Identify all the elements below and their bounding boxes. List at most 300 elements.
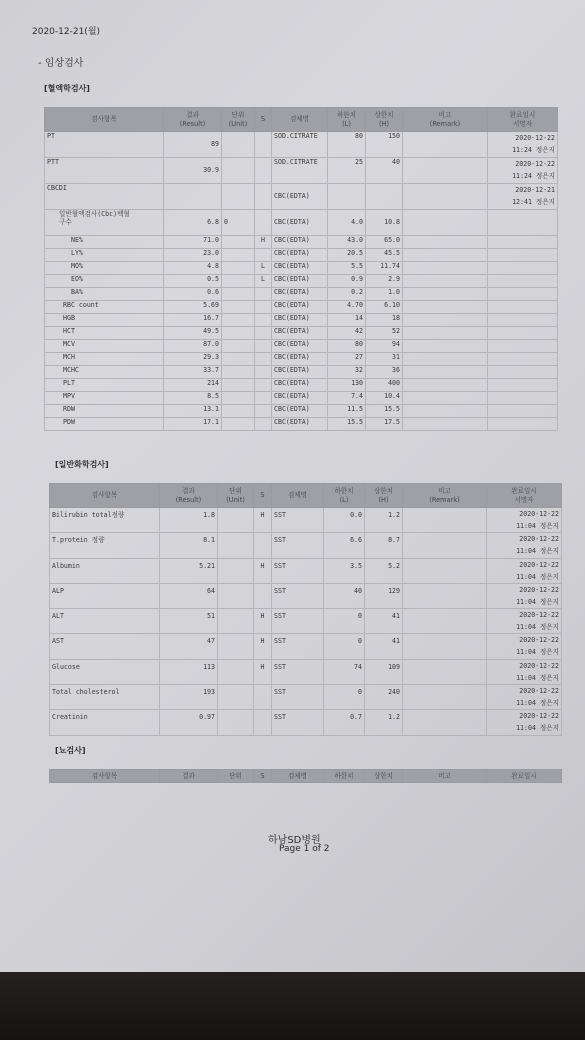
unit-value — [218, 609, 254, 634]
specimen-name: CBC(EDTA) — [272, 184, 328, 210]
completion-signature: 2020-12-22 11:04 정은지 — [487, 583, 562, 608]
column-header: 검체명 — [272, 484, 324, 508]
unit-value — [222, 366, 255, 379]
completion-signature — [488, 210, 558, 236]
remark — [403, 659, 487, 684]
report-date: 2020-12-21(월) — [32, 27, 101, 37]
remark — [403, 340, 488, 353]
result-value: 47 — [160, 634, 218, 659]
result-value: 1.8 — [160, 508, 218, 533]
completion-signature — [488, 418, 558, 431]
lower-limit — [328, 184, 366, 210]
status-flag — [255, 418, 272, 431]
test-item: Bilirubin total정량 — [50, 508, 160, 533]
lower-limit: 32 — [328, 366, 366, 379]
status-flag: H — [254, 508, 272, 533]
table-row — [45, 353, 558, 366]
blood-section-heading: [혈액학검사] — [44, 84, 90, 93]
unit-value — [222, 301, 255, 314]
status-flag — [254, 710, 272, 735]
upper-limit: 240 — [365, 685, 403, 710]
specimen-name: SST — [272, 583, 324, 608]
test-item: ALP — [50, 583, 160, 608]
column-header: 완료일시 — [487, 770, 562, 783]
completion-signature — [488, 301, 558, 314]
status-flag: H — [254, 634, 272, 659]
status-flag — [255, 249, 272, 262]
status-flag — [255, 366, 272, 379]
status-flag — [255, 210, 272, 236]
test-item: Creatinin — [50, 710, 160, 735]
column-header: 비고 (Remark) — [403, 484, 487, 508]
completion-signature: 2020-12-22 11:04 정은지 — [487, 508, 562, 533]
lower-limit: 14 — [328, 314, 366, 327]
result-value: 30.9 — [164, 158, 222, 184]
lower-limit: 80 — [328, 340, 366, 353]
completion-signature — [488, 366, 558, 379]
status-flag — [255, 301, 272, 314]
unit-value — [222, 327, 255, 340]
background-surface — [0, 972, 585, 1040]
completion-signature — [488, 262, 558, 275]
upper-limit — [366, 184, 403, 210]
column-header: 하한치 (L) — [324, 484, 365, 508]
result-value: 64 — [160, 583, 218, 608]
lower-limit: 6.6 — [324, 533, 365, 558]
status-flag — [255, 184, 272, 210]
completion-signature — [488, 249, 558, 262]
completion-signature — [488, 405, 558, 418]
result-value: 29.3 — [164, 353, 222, 366]
unit-value — [218, 583, 254, 608]
unit-value: 0 — [222, 210, 255, 236]
test-item: MCH — [45, 353, 164, 366]
specimen-name: CBC(EDTA) — [272, 314, 328, 327]
table-row — [45, 288, 558, 301]
lower-limit: 25 — [328, 158, 366, 184]
table-row — [50, 558, 562, 583]
specimen-name: CBC(EDTA) — [272, 249, 328, 262]
table-row — [50, 634, 562, 659]
completion-signature — [488, 275, 558, 288]
remark — [403, 533, 487, 558]
upper-limit: 10.4 — [366, 392, 403, 405]
upper-limit: 40 — [366, 158, 403, 184]
completion-signature — [488, 288, 558, 301]
lower-limit: 4.70 — [328, 301, 366, 314]
remark — [403, 609, 487, 634]
completion-signature: 2020-12-21 12:41 정은지 — [488, 184, 558, 210]
completion-signature — [488, 392, 558, 405]
status-flag: H — [254, 558, 272, 583]
unit-value — [222, 184, 255, 210]
column-header: 단위 (Unit) — [218, 484, 254, 508]
unit-value — [218, 508, 254, 533]
table-row — [45, 158, 558, 184]
specimen-name: CBC(EDTA) — [272, 236, 328, 249]
status-flag: H — [254, 659, 272, 684]
unit-value — [218, 533, 254, 558]
chem-section-heading: [일반화학검사] — [55, 460, 109, 469]
status-flag — [255, 405, 272, 418]
unit-value — [222, 353, 255, 366]
test-item: AST — [50, 634, 160, 659]
table-row — [50, 710, 562, 735]
test-item: MCHC — [45, 366, 164, 379]
lower-limit: 130 — [328, 379, 366, 392]
remark — [403, 275, 488, 288]
test-item: PDW — [45, 418, 164, 431]
lower-limit: 3.5 — [324, 558, 365, 583]
status-flag — [255, 314, 272, 327]
column-header: 하한치 (L) — [328, 108, 366, 132]
remark — [403, 236, 488, 249]
remark — [403, 418, 488, 431]
urine-section-heading: [뇨검사] — [55, 746, 86, 755]
remark — [403, 685, 487, 710]
test-item: RBC count — [45, 301, 164, 314]
remark — [403, 314, 488, 327]
column-header: 검사항목 — [45, 108, 164, 132]
upper-limit: 150 — [366, 132, 403, 158]
remark — [403, 405, 488, 418]
hospital-name: 하남SD병원 — [268, 835, 321, 846]
status-flag — [254, 685, 272, 710]
test-item: RDW — [45, 405, 164, 418]
unit-value — [222, 418, 255, 431]
unit-value — [222, 236, 255, 249]
upper-limit: 36 — [366, 366, 403, 379]
lower-limit: 5.5 — [328, 262, 366, 275]
result-value: 0.5 — [164, 275, 222, 288]
result-value: 0.97 — [160, 710, 218, 735]
upper-limit: 1.2 — [365, 508, 403, 533]
table-row — [50, 583, 562, 608]
specimen-name: CBC(EDTA) — [272, 340, 328, 353]
test-item: MPV — [45, 392, 164, 405]
remark — [403, 301, 488, 314]
specimen-name: SST — [272, 634, 324, 659]
chemistry-test-table — [49, 483, 562, 736]
column-header: 상한치 (H) — [365, 484, 403, 508]
lower-limit: 0.9 — [328, 275, 366, 288]
upper-limit: 15.5 — [366, 405, 403, 418]
lower-limit: 42 — [328, 327, 366, 340]
upper-limit: 94 — [366, 340, 403, 353]
result-value: 23.0 — [164, 249, 222, 262]
completion-signature — [488, 379, 558, 392]
unit-value — [218, 685, 254, 710]
upper-limit: 129 — [365, 583, 403, 608]
status-flag: H — [255, 236, 272, 249]
lower-limit: 43.0 — [328, 236, 366, 249]
remark — [403, 158, 488, 184]
column-header: 검체명 — [272, 770, 324, 783]
test-item: NE% — [45, 236, 164, 249]
specimen-name: CBC(EDTA) — [272, 210, 328, 236]
specimen-name: CBC(EDTA) — [272, 301, 328, 314]
test-item: LY% — [45, 249, 164, 262]
result-value: 8.5 — [164, 392, 222, 405]
completion-signature: 2020-12-22 11:04 정은지 — [487, 685, 562, 710]
result-value: 16.7 — [164, 314, 222, 327]
lower-limit: 0.2 — [328, 288, 366, 301]
remark — [403, 262, 488, 275]
specimen-name: SST — [272, 508, 324, 533]
column-header: 상한치 — [365, 770, 403, 783]
result-value: 87.0 — [164, 340, 222, 353]
result-value: 51 — [160, 609, 218, 634]
column-header: 하한치 — [324, 770, 365, 783]
unit-value — [222, 288, 255, 301]
unit-value — [222, 262, 255, 275]
specimen-name: CBC(EDTA) — [272, 379, 328, 392]
lower-limit: 0.0 — [324, 508, 365, 533]
column-header: 완료일시 서명자 — [487, 484, 562, 508]
status-flag — [254, 533, 272, 558]
table-row — [45, 392, 558, 405]
lower-limit: 74 — [324, 659, 365, 684]
remark — [403, 392, 488, 405]
unit-value — [222, 275, 255, 288]
completion-signature: 2020-12-22 11:04 정은지 — [487, 659, 562, 684]
table-row — [45, 418, 558, 431]
test-item: HCT — [45, 327, 164, 340]
remark — [403, 634, 487, 659]
test-item: MO% — [45, 262, 164, 275]
test-item: 일반혈액검사(Cbc)백혈 구수 — [45, 210, 164, 236]
specimen-name: SST — [272, 533, 324, 558]
result-value: 33.7 — [164, 366, 222, 379]
specimen-name: CBC(EDTA) — [272, 262, 328, 275]
completion-signature: 2020-12-22 11:04 정은지 — [487, 609, 562, 634]
table-row — [45, 301, 558, 314]
upper-limit: 31 — [366, 353, 403, 366]
column-header: 검사항목 — [50, 770, 160, 783]
table-header-row — [45, 108, 558, 132]
status-flag — [255, 288, 272, 301]
lower-limit: 0 — [324, 634, 365, 659]
blood-test-table — [44, 107, 558, 431]
remark — [403, 353, 488, 366]
result-value: 89 — [164, 132, 222, 158]
specimen-name: CBC(EDTA) — [272, 275, 328, 288]
completion-signature — [488, 353, 558, 366]
remark — [403, 288, 488, 301]
remark — [403, 132, 488, 158]
table-row — [45, 327, 558, 340]
table-row — [45, 379, 558, 392]
status-flag — [255, 392, 272, 405]
result-value: 8.1 — [160, 533, 218, 558]
test-item: PT — [45, 132, 164, 158]
upper-limit: 18 — [366, 314, 403, 327]
status-flag: H — [254, 609, 272, 634]
status-flag — [255, 132, 272, 158]
result-value: 0.6 — [164, 288, 222, 301]
lower-limit: 15.5 — [328, 418, 366, 431]
column-header: 완료일시 서명자 — [488, 108, 558, 132]
table-row — [45, 236, 558, 249]
lower-limit: 27 — [328, 353, 366, 366]
result-value: 113 — [160, 659, 218, 684]
remark — [403, 508, 487, 533]
unit-value — [222, 405, 255, 418]
upper-limit: 17.5 — [366, 418, 403, 431]
unit-value — [222, 379, 255, 392]
unit-value — [222, 314, 255, 327]
result-value: 71.0 — [164, 236, 222, 249]
result-value: 4.8 — [164, 262, 222, 275]
column-header: 결과 (Result) — [164, 108, 222, 132]
lower-limit: 80 — [328, 132, 366, 158]
specimen-name: SST — [272, 609, 324, 634]
completion-signature: 2020-12-22 11:24 정은지 — [488, 132, 558, 158]
lower-limit: 7.4 — [328, 392, 366, 405]
upper-limit: 400 — [366, 379, 403, 392]
status-flag — [255, 353, 272, 366]
table-row — [45, 340, 558, 353]
upper-limit: 1.0 — [366, 288, 403, 301]
remark — [403, 210, 488, 236]
remark — [403, 249, 488, 262]
test-item: Glucose — [50, 659, 160, 684]
table-row — [45, 210, 558, 236]
specimen-name: SST — [272, 685, 324, 710]
table-row — [45, 184, 558, 210]
unit-value — [218, 558, 254, 583]
status-flag: L — [255, 262, 272, 275]
completion-signature: 2020-12-22 11:04 정은지 — [487, 558, 562, 583]
table-row — [45, 314, 558, 327]
test-item: PTT — [45, 158, 164, 184]
completion-signature: 2020-12-22 11:04 정은지 — [487, 634, 562, 659]
test-item: ALT — [50, 609, 160, 634]
result-value: 17.1 — [164, 418, 222, 431]
lower-limit: 0 — [324, 685, 365, 710]
specimen-name: CBC(EDTA) — [272, 327, 328, 340]
test-item: EO% — [45, 275, 164, 288]
test-item: MCV — [45, 340, 164, 353]
table-row — [50, 533, 562, 558]
column-header: 단위 (Unit) — [222, 108, 255, 132]
table-row — [45, 132, 558, 158]
table-header-row — [50, 484, 562, 508]
unit-value — [222, 158, 255, 184]
completion-signature — [488, 236, 558, 249]
upper-limit: 1.2 — [365, 710, 403, 735]
upper-limit: 10.8 — [366, 210, 403, 236]
specimen-name: CBC(EDTA) — [272, 405, 328, 418]
test-item: CBCDI — [45, 184, 164, 210]
table-row — [45, 262, 558, 275]
specimen-name: SOD.CITRATE — [272, 132, 328, 158]
page-number: Page 1 of 2 — [279, 844, 330, 854]
column-header: S — [255, 108, 272, 132]
table-row — [50, 508, 562, 533]
remark — [403, 327, 488, 340]
column-header: 검체명 — [272, 108, 328, 132]
specimen-name: CBC(EDTA) — [272, 353, 328, 366]
test-item: T.protein 정량 — [50, 533, 160, 558]
table-row — [45, 249, 558, 262]
lower-limit: 0 — [324, 609, 365, 634]
upper-limit: 5.2 — [365, 558, 403, 583]
column-header: 결과 — [160, 770, 218, 783]
result-value: 193 — [160, 685, 218, 710]
test-item: BA% — [45, 288, 164, 301]
table-header-row — [50, 770, 562, 783]
result-value: 13.1 — [164, 405, 222, 418]
completion-signature — [488, 314, 558, 327]
upper-limit: 41 — [365, 634, 403, 659]
result-value: 6.8 — [164, 210, 222, 236]
remark — [403, 379, 488, 392]
specimen-name: CBC(EDTA) — [272, 418, 328, 431]
upper-limit: 11.74 — [366, 262, 403, 275]
status-flag — [255, 327, 272, 340]
table-row — [45, 405, 558, 418]
result-value: 5.69 — [164, 301, 222, 314]
column-header: 결과 (Result) — [160, 484, 218, 508]
lower-limit: 4.0 — [328, 210, 366, 236]
lower-limit: 11.5 — [328, 405, 366, 418]
upper-limit: 41 — [365, 609, 403, 634]
remark — [403, 583, 487, 608]
specimen-name: SST — [272, 659, 324, 684]
lower-limit: 20.5 — [328, 249, 366, 262]
test-item: Albumin — [50, 558, 160, 583]
unit-value — [218, 634, 254, 659]
completion-signature: 2020-12-22 11:04 정은지 — [487, 533, 562, 558]
unit-value — [222, 132, 255, 158]
test-item: PLT — [45, 379, 164, 392]
test-item: HGB — [45, 314, 164, 327]
remark — [403, 184, 488, 210]
column-header: S — [254, 770, 272, 783]
upper-limit: 2.9 — [366, 275, 403, 288]
specimen-name: CBC(EDTA) — [272, 288, 328, 301]
table-row — [45, 275, 558, 288]
unit-value — [222, 392, 255, 405]
completion-signature: 2020-12-22 11:04 정은지 — [487, 710, 562, 735]
column-header: 검사항목 — [50, 484, 160, 508]
upper-limit: 109 — [365, 659, 403, 684]
status-flag — [255, 340, 272, 353]
table-row — [45, 366, 558, 379]
upper-limit: 52 — [366, 327, 403, 340]
specimen-name: CBC(EDTA) — [272, 392, 328, 405]
unit-value — [218, 659, 254, 684]
upper-limit: 45.5 — [366, 249, 403, 262]
upper-limit: 8.7 — [365, 533, 403, 558]
status-flag — [254, 583, 272, 608]
completion-signature: 2020-12-22 11:24 정은지 — [488, 158, 558, 184]
result-value: 49.5 — [164, 327, 222, 340]
result-value — [164, 184, 222, 210]
table-row — [50, 685, 562, 710]
column-header: 비고 (Remark) — [403, 108, 488, 132]
column-header: 단위 — [218, 770, 254, 783]
result-value: 5.21 — [160, 558, 218, 583]
status-flag: L — [255, 275, 272, 288]
test-item: Total cholesterol — [50, 685, 160, 710]
urine-test-table — [49, 769, 562, 783]
unit-value — [218, 710, 254, 735]
result-value: 214 — [164, 379, 222, 392]
upper-limit: 65.0 — [366, 236, 403, 249]
upper-limit: 6.10 — [366, 301, 403, 314]
